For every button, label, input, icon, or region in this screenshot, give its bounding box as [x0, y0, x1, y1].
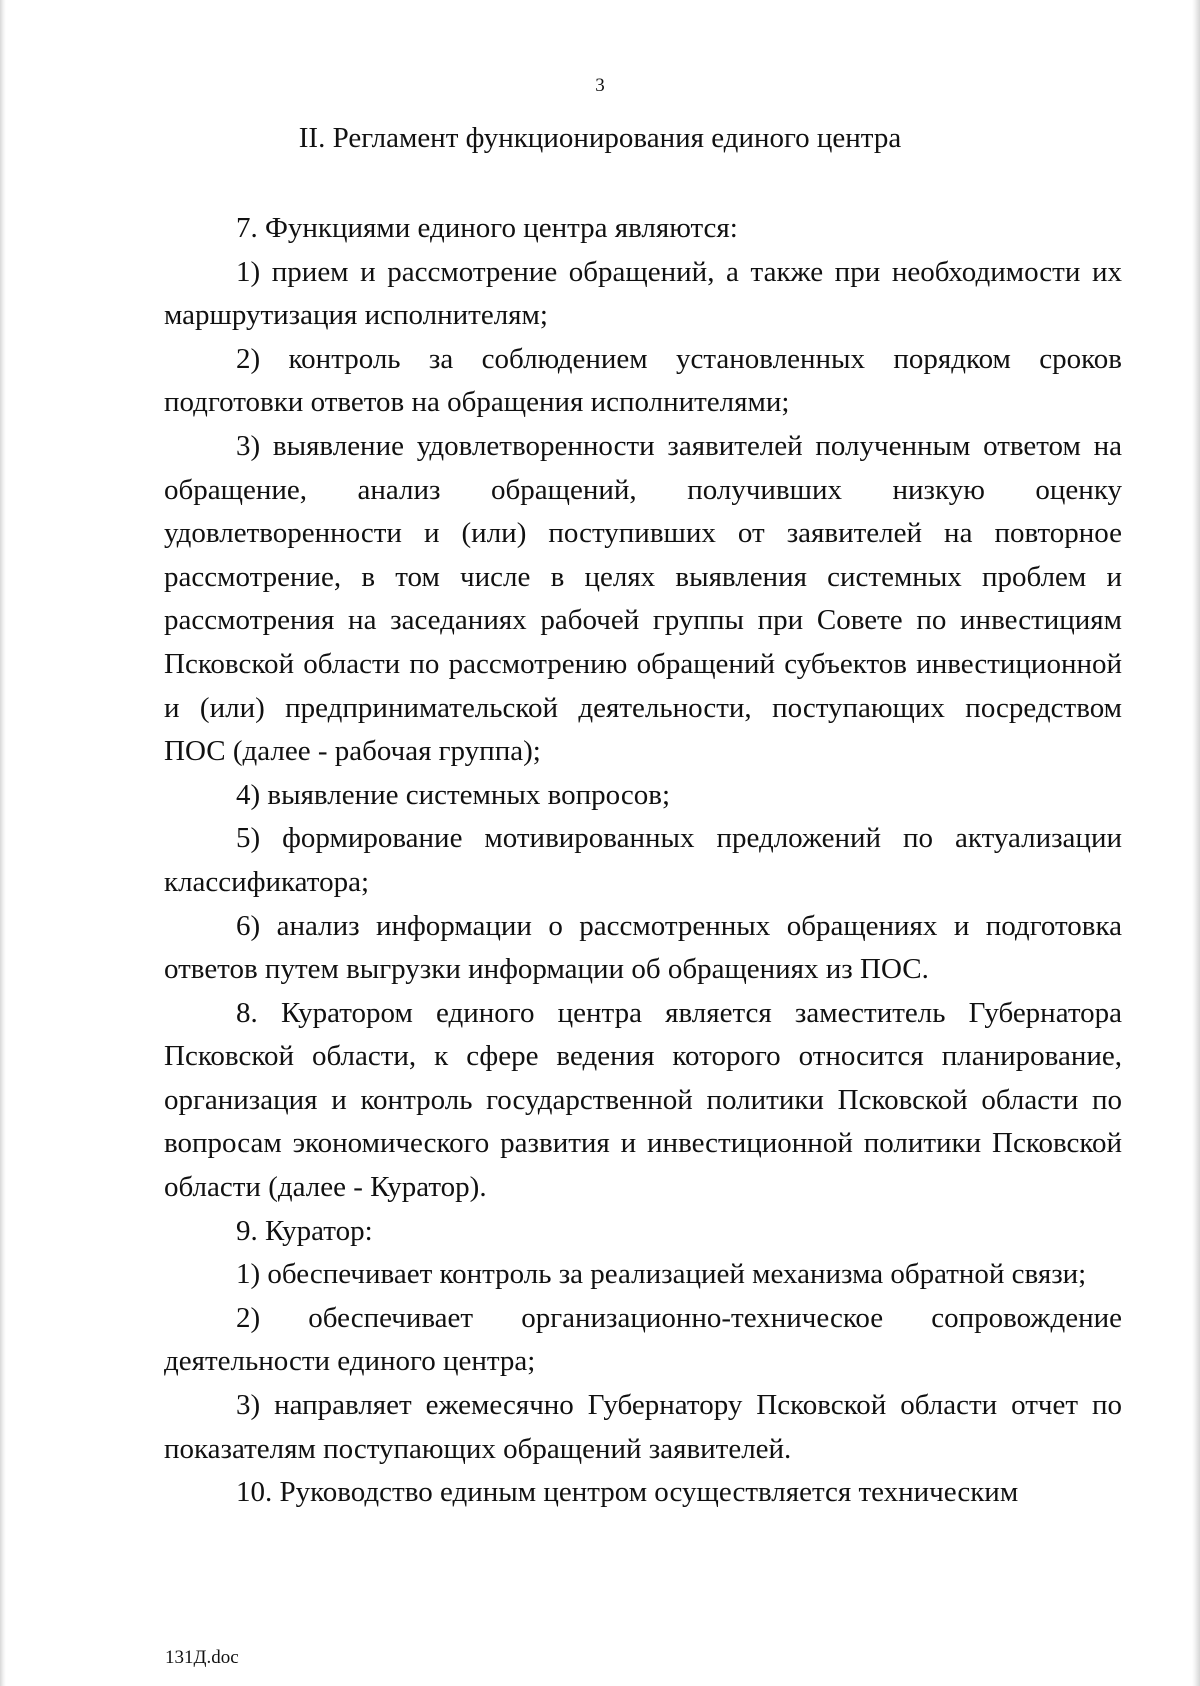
paragraph-7-item-3: 3) выявление удовлетворенности заявителей полученным ответом на обращение, анализ обращений, получивших низкую оценку удовлетворенности и (или) поступивших от заявителей на повторное рассмотрение, в том числе в целях выявления системных проблем и рассмотрения на заседаниях рабочей группы при Совете по инвестициям Псковской области по рассмотрению обращений субъектов инвестиционной и (или) предпринимательской деятельности, поступающих посредством ПОС (далее - рабочая группа); — [164, 429, 1122, 768]
paragraph-7-item-4: 4) выявление системных вопросов; — [236, 778, 671, 811]
paragraph-9-item-3: 3) направляет ежемесячно Губернатору Псковской области отчет по показателям поступающих обращений заявителей. — [164, 1389, 1122, 1465]
paragraph-7-item-6: 6) анализ информации о рассмотренных обращениях и подготовка ответов путем выгрузки информации об обращениях из ПОС. — [164, 909, 1122, 986]
paragraph-7-item-1: 1) прием и рассмотрение обращений, а также при необходимости их маршрутизация исполнителям; — [164, 255, 1122, 332]
section-title: II. Регламент функционирования единого центра — [298, 122, 902, 154]
paragraph-9: 9. Куратор: — [236, 1214, 373, 1247]
paragraph-7-item-2: 2) контроль за соблюдением установленных порядком сроков подготовки ответов на обращения исполнителями; — [164, 342, 1122, 419]
paragraph-7-item-5: 5) формирование мотивированных предложений по актуализации классификатора; — [164, 822, 1122, 898]
document-body — [164, 207, 1122, 1515]
paragraph-9-item-1: 1) обеспечивает контроль за реализацией механизма обратной связи; — [236, 1258, 1087, 1291]
scan-edge-right — [1192, 0, 1200, 1686]
paragraph-10: 10. Руководство единым центром осуществляется техническим — [236, 1476, 1019, 1509]
paragraph-7: 7. Функциями единого центра являются: — [236, 212, 738, 244]
scan-edge-left — [0, 0, 6, 1686]
footer-filename: 131Д.doc — [165, 1647, 239, 1668]
page-number: 3 — [595, 75, 605, 96]
paragraph-8: 8. Куратором единого центра является заместитель Губернатора Псковской области, к сфере ведения которого относится планирование, организация и контроль государственной политики Псковской области по вопросам экономического развития и инвестиционной политики Псковской области (далее - Куратор). — [164, 996, 1122, 1204]
paragraph-9-item-2: 2) обеспечивает организационно-техническое сопровождение деятельности единого центра; — [164, 1301, 1122, 1378]
